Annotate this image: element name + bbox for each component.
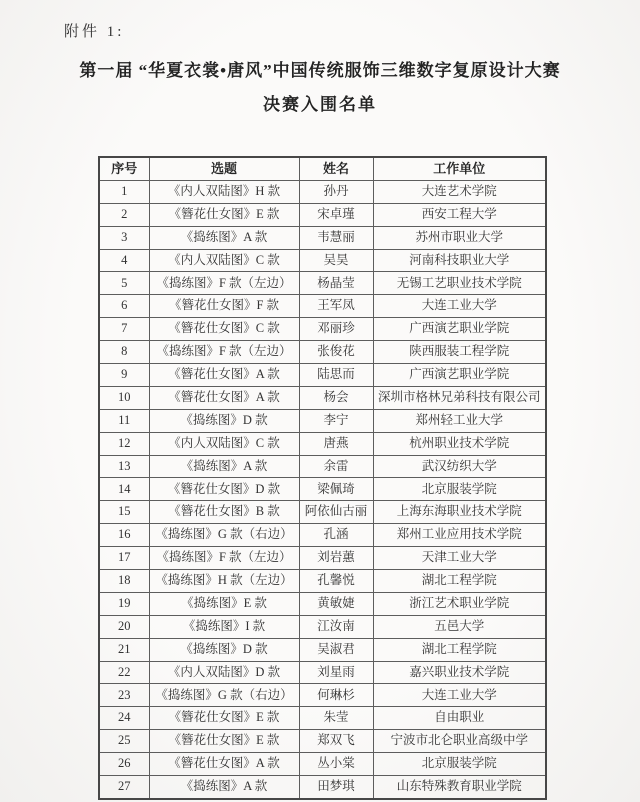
cell-no: 27 — [99, 776, 149, 799]
cell-topic: 《捣练图》A 款 — [149, 776, 299, 799]
document-title-line1: 第一届 “华夏衣裳•唐风”中国传统服饰三维数字复原设计大赛 — [79, 61, 561, 80]
cell-name: 吴昊 — [299, 249, 373, 272]
document-title-line2: 决赛入围名单 — [263, 95, 377, 114]
cell-topic: 《簪花仕女图》A 款 — [149, 386, 299, 409]
cell-organization: 五邑大学 — [373, 615, 546, 638]
table-row — [99, 203, 546, 226]
cell-name: 黄敏婕 — [299, 592, 373, 615]
cell-organization: 自由职业 — [373, 707, 546, 730]
table-row — [99, 707, 546, 730]
cell-name: 李宁 — [299, 409, 373, 432]
cell-topic: 《簪花仕女图》D 款 — [149, 478, 299, 501]
cell-topic: 《内人双陆图》C 款 — [149, 432, 299, 455]
cell-organization: 北京服装学院 — [373, 478, 546, 501]
table-row — [99, 341, 546, 364]
cell-no: 13 — [99, 455, 149, 478]
cell-topic: 《簪花仕女图》E 款 — [149, 203, 299, 226]
cell-name: 邓丽珍 — [299, 318, 373, 341]
cell-no: 7 — [99, 318, 149, 341]
cell-name: 阿依仙古丽 — [299, 501, 373, 524]
cell-name: 孙丹 — [299, 180, 373, 203]
cell-topic: 《簪花仕女图》E 款 — [149, 707, 299, 730]
cell-name: 丛小棠 — [299, 753, 373, 776]
cell-no: 20 — [99, 615, 149, 638]
table-row — [99, 455, 546, 478]
table-row — [99, 364, 546, 387]
cell-no: 22 — [99, 661, 149, 684]
cell-topic: 《捣练图》G 款（右边） — [149, 684, 299, 707]
cell-topic: 《簪花仕女图》C 款 — [149, 318, 299, 341]
cell-organization: 大连艺术学院 — [373, 180, 546, 203]
cell-organization: 嘉兴职业技术学院 — [373, 661, 546, 684]
cell-topic: 《捣练图》H 款（左边） — [149, 570, 299, 593]
cell-organization: 湖北工程学院 — [373, 570, 546, 593]
cell-name: 孔馨悦 — [299, 570, 373, 593]
cell-name: 宋卓瑾 — [299, 203, 373, 226]
cell-no: 1 — [99, 180, 149, 203]
cell-topic: 《捣练图》A 款 — [149, 226, 299, 249]
cell-name: 郑双飞 — [299, 730, 373, 753]
cell-organization: 无锡工艺职业技术学院 — [373, 272, 546, 295]
cell-name: 孔涵 — [299, 524, 373, 547]
table-row — [99, 180, 546, 203]
table-row — [99, 661, 546, 684]
cell-organization: 杭州职业技术学院 — [373, 432, 546, 455]
cell-organization: 广西演艺职业学院 — [373, 318, 546, 341]
cell-topic: 《簪花仕女图》E 款 — [149, 730, 299, 753]
cell-topic: 《捣练图》F 款（左边） — [149, 341, 299, 364]
cell-no: 4 — [99, 249, 149, 272]
cell-name: 杨晶莹 — [299, 272, 373, 295]
cell-no: 14 — [99, 478, 149, 501]
cell-topic: 《簪花仕女图》A 款 — [149, 753, 299, 776]
cell-name: 杨会 — [299, 386, 373, 409]
cell-organization: 浙江艺术职业学院 — [373, 592, 546, 615]
cell-topic: 《内人双陆图》H 款 — [149, 180, 299, 203]
cell-name: 张俊花 — [299, 341, 373, 364]
table-row — [99, 249, 546, 272]
cell-no: 23 — [99, 684, 149, 707]
table-row — [99, 432, 546, 455]
cell-name: 何琳杉 — [299, 684, 373, 707]
cell-no: 10 — [99, 386, 149, 409]
header-topic: 选题 — [149, 157, 299, 180]
header-organization: 工作单位 — [373, 157, 546, 180]
table-row — [99, 501, 546, 524]
cell-organization: 郑州轻工业大学 — [373, 409, 546, 432]
cell-topic: 《簪花仕女图》A 款 — [149, 364, 299, 387]
cell-organization: 深圳市格林兄弟科技有限公司 — [373, 386, 546, 409]
table-row — [99, 409, 546, 432]
table-row — [99, 318, 546, 341]
table-row — [99, 524, 546, 547]
cell-no: 9 — [99, 364, 149, 387]
cell-name: 梁佩琦 — [299, 478, 373, 501]
cell-no: 24 — [99, 707, 149, 730]
table-row — [99, 272, 546, 295]
cell-organization: 西安工程大学 — [373, 203, 546, 226]
cell-no: 3 — [99, 226, 149, 249]
table-row — [99, 547, 546, 570]
cell-no: 2 — [99, 203, 149, 226]
table-row — [99, 226, 546, 249]
table-row — [99, 295, 546, 318]
cell-no: 21 — [99, 638, 149, 661]
cell-organization: 大连工业大学 — [373, 295, 546, 318]
cell-topic: 《捣练图》E 款 — [149, 592, 299, 615]
cell-name: 江汝南 — [299, 615, 373, 638]
cell-topic: 《捣练图》G 款（右边） — [149, 524, 299, 547]
cell-topic: 《簪花仕女图》B 款 — [149, 501, 299, 524]
cell-no: 16 — [99, 524, 149, 547]
table-body — [99, 180, 546, 799]
header-no: 序号 — [99, 157, 149, 180]
cell-topic: 《捣练图》I 款 — [149, 615, 299, 638]
cell-topic: 《捣练图》F 款（左边） — [149, 547, 299, 570]
table-row — [99, 592, 546, 615]
cell-topic: 《捣练图》D 款 — [149, 409, 299, 432]
table-row — [99, 615, 546, 638]
cell-name: 王军凤 — [299, 295, 373, 318]
cell-topic: 《内人双陆图》C 款 — [149, 249, 299, 272]
cell-organization: 天津工业大学 — [373, 547, 546, 570]
cell-organization: 上海东海职业技术学院 — [373, 501, 546, 524]
cell-organization: 武汉纺织大学 — [373, 455, 546, 478]
cell-no: 15 — [99, 501, 149, 524]
finalists-table — [98, 156, 547, 800]
cell-topic: 《捣练图》A 款 — [149, 455, 299, 478]
cell-organization: 宁波市北仑职业高级中学 — [373, 730, 546, 753]
table-row — [99, 386, 546, 409]
cell-name: 韦慧丽 — [299, 226, 373, 249]
cell-name: 余雷 — [299, 455, 373, 478]
cell-organization: 大连工业大学 — [373, 684, 546, 707]
cell-name: 唐燕 — [299, 432, 373, 455]
cell-organization: 山东特殊教育职业学院 — [373, 776, 546, 799]
table-row — [99, 570, 546, 593]
cell-no: 19 — [99, 592, 149, 615]
cell-topic: 《捣练图》F 款（左边） — [149, 272, 299, 295]
cell-no: 12 — [99, 432, 149, 455]
cell-topic: 《捣练图》D 款 — [149, 638, 299, 661]
cell-organization: 河南科技职业大学 — [373, 249, 546, 272]
cell-organization: 湖北工程学院 — [373, 638, 546, 661]
cell-no: 6 — [99, 295, 149, 318]
attachment-label: 附件 1: — [64, 24, 125, 40]
cell-no: 17 — [99, 547, 149, 570]
table-row — [99, 638, 546, 661]
cell-name: 朱莹 — [299, 707, 373, 730]
header-name: 姓名 — [299, 157, 373, 180]
cell-organization: 北京服装学院 — [373, 753, 546, 776]
cell-topic: 《簪花仕女图》F 款 — [149, 295, 299, 318]
cell-no: 8 — [99, 341, 149, 364]
cell-name: 陆思而 — [299, 364, 373, 387]
cell-topic: 《内人双陆图》D 款 — [149, 661, 299, 684]
table-row — [99, 753, 546, 776]
cell-organization: 郑州工业应用技术学院 — [373, 524, 546, 547]
table-row — [99, 730, 546, 753]
table-header-row — [99, 157, 546, 180]
cell-organization: 陕西服装工程学院 — [373, 341, 546, 364]
cell-no: 11 — [99, 409, 149, 432]
cell-name: 刘岩蕙 — [299, 547, 373, 570]
cell-no: 25 — [99, 730, 149, 753]
table-row — [99, 684, 546, 707]
table-row — [99, 478, 546, 501]
cell-organization: 苏州市职业大学 — [373, 226, 546, 249]
cell-organization: 广西演艺职业学院 — [373, 364, 546, 387]
cell-no: 5 — [99, 272, 149, 295]
cell-name: 田梦琪 — [299, 776, 373, 799]
cell-name: 刘星雨 — [299, 661, 373, 684]
table-row — [99, 776, 546, 799]
cell-no: 26 — [99, 753, 149, 776]
cell-name: 吴淑君 — [299, 638, 373, 661]
cell-no: 18 — [99, 570, 149, 593]
